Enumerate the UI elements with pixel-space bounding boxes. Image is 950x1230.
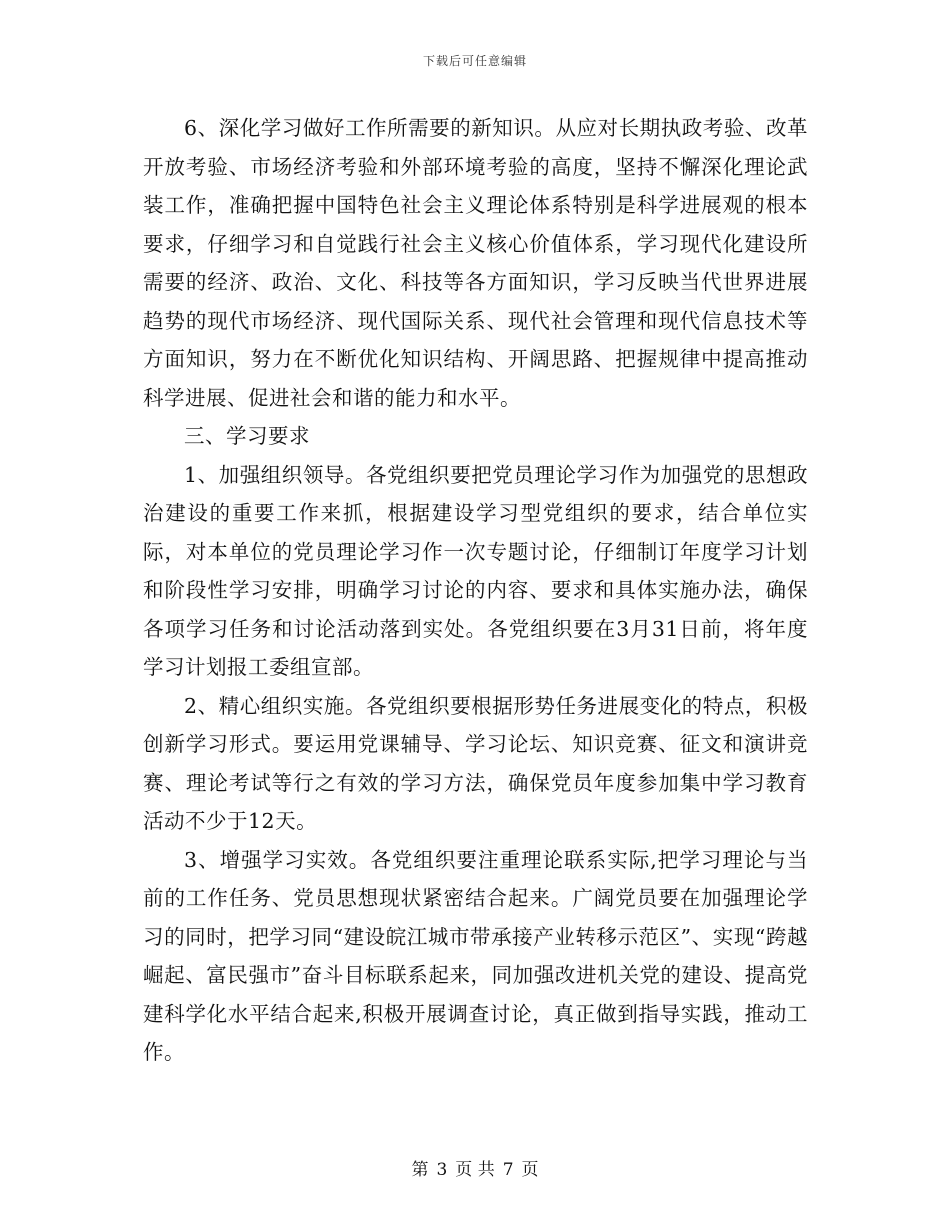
page-footer xyxy=(0,1155,950,1180)
paragraph-item-6-new-knowledge: 6、深化学习做好工作所需要的新知识。从应对长期执政考验、改革开放考验、市场经济考验和外部环境考验的高度，坚持不懈深化理论武装工作，准确把握中国特色社会主义理论体系特别是科学进展观的根本要求，仔细学习和自觉践行社会主义核心价值体系，学习现代化建设所需要的经济、政治、文化、科技等各方面知识，学习反映当代世界进展趋势的现代市场经济、现代国际关系、现代社会管理和现代信息技术等方面知识，努力在不断优化知识结构、开阔思路、把握规律中提高推动科学进展、促进社会和谐的能力和水平。 xyxy=(143,116,808,410)
section-heading-study-requirements: 三、学习要求 xyxy=(184,424,310,448)
footer-suffix: 页 xyxy=(521,1160,539,1180)
footer-middle: 页 共 xyxy=(455,1160,495,1180)
page-header: 下载后可任意编辑 xyxy=(422,54,527,68)
paragraph-item-3-effectiveness: 3、增强学习实效。各党组织要注重理论联系实际,把学习理论与当前的工作任务、党员思想现状紧密结合起来。广阔党员要在加强理论学习的同时，把学习同“建设皖江城市带承接产业转移示范区”、实现“跨越崛起、富民强市”奋斗目标联系起来，同加强改进机关党的建设、提高党建科学化水平结合起来,积极开展调查讨论，真正做到指导实践，推动工作。 xyxy=(143,847,808,1064)
total-pages-number: 7 xyxy=(502,1160,514,1180)
paragraph-item-2-implementation: 2、精心组织实施。各党组织要根据形势任务进展变化的特点，积极创新学习形式。要运用党课辅导、学习论坛、知识竞赛、征文和演讲竞赛、理论考试等行之有效的学习方法，确保党员年度参加集中学习教育活动不少于12天。 xyxy=(143,693,808,833)
paragraph-item-1-organization-leadership: 1、加强组织领导。各党组织要把党员理论学习作为加强党的思想政治建设的重要工作来抓，根据建设学习型党组织的要求，结合单位实际，对本单位的党员理论学习作一次专题讨论，仔细制订年度学习计划和阶段性学习安排，明确学习讨论的内容、要求和具体实施办法，确保各项学习任务和讨论活动落到实处。各党组织要在3月31日前，将年度学习计划报工委组宣部。 xyxy=(143,462,808,679)
document-body xyxy=(143,109,808,1072)
current-page-number: 3 xyxy=(436,1160,448,1180)
footer-prefix: 第 xyxy=(411,1160,429,1180)
